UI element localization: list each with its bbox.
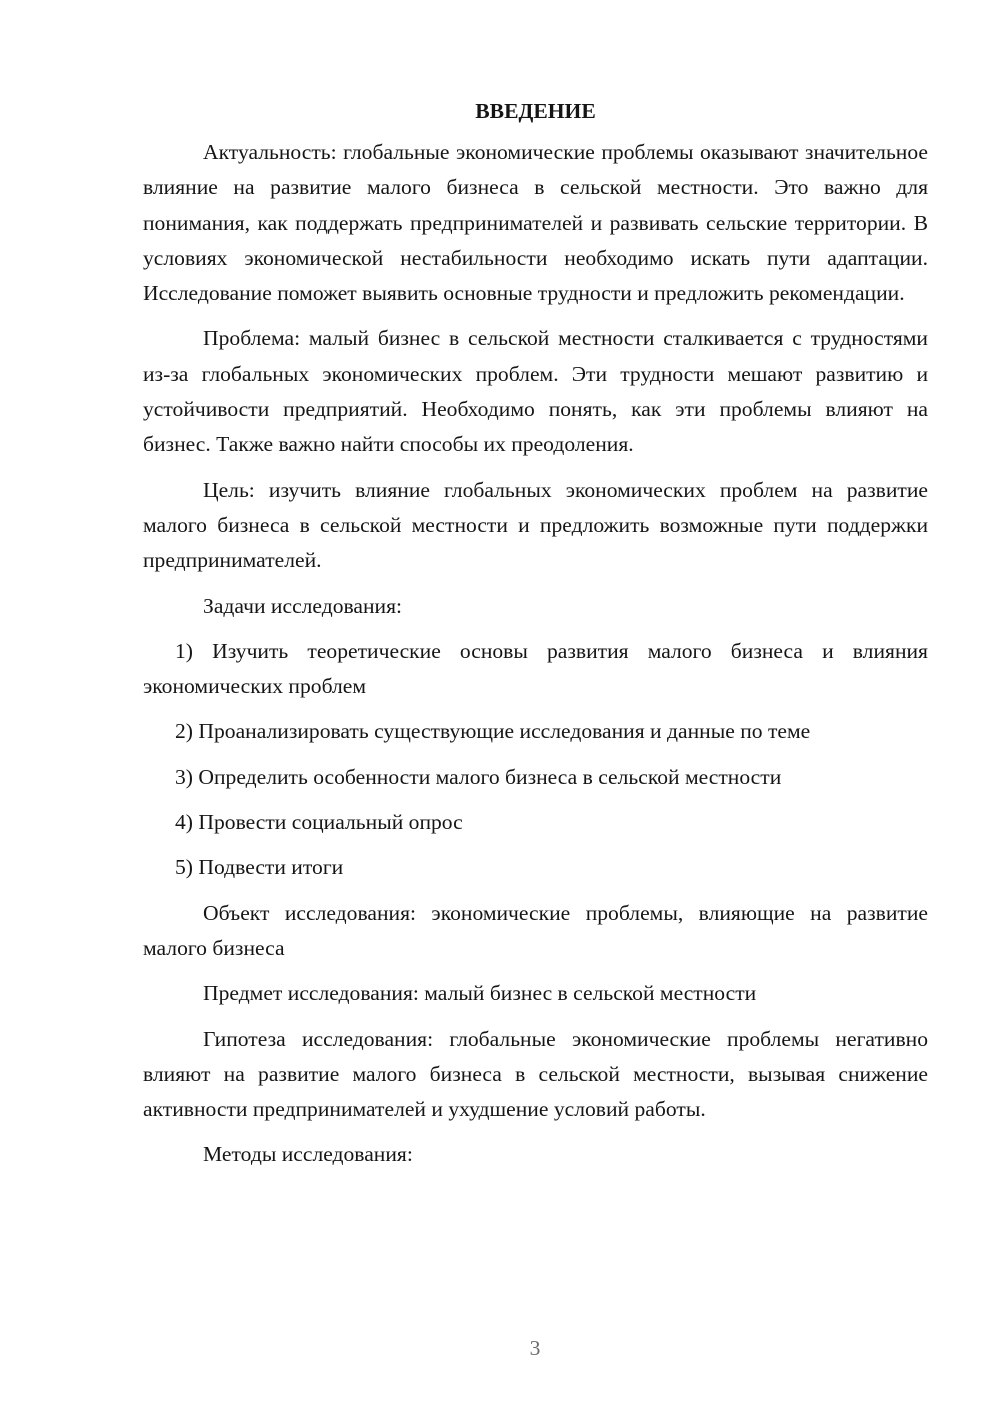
paragraph-subject: Предмет исследования: малый бизнес в сельской местности	[203, 981, 757, 1006]
page-number: 3	[529, 1336, 541, 1360]
methods-heading: Методы исследования:	[203, 1142, 413, 1167]
list-item-task-1: 1) Изучить теоретические основы развития малого бизнеса и влияния экономических проблем	[143, 638, 928, 699]
list-item-task-4: 4) Провести социальный опрос	[175, 810, 463, 835]
page-title: ВВЕДЕНИЕ	[475, 99, 596, 123]
list-item-task-3: 3) Определить особенности малого бизнеса в сельской местности	[175, 764, 782, 789]
paragraph-relevance: Актуальность: глобальные экономические проблемы оказывают значительное влияние на развитие малого бизнеса в сельской местности. Это важно для понимания, как поддержать предпринимателей и развивать сельские территории. В условиях экономической нестабильности необходимо искать пути адаптации. Исследование поможет выявить основные трудности и предложить рекомендации.	[143, 140, 928, 306]
list-item-task-5: 5) Подвести итоги	[175, 855, 344, 880]
paragraph-problem: Проблема: малый бизнес в сельской местности сталкивается с трудностями из-за глобальных экономических проблем. Эти трудности мешают развитию и устойчивости предприятий. Необходимо понять, как эти проблемы влияют на бизнес. Также важно найти способы их преодоления.	[143, 326, 928, 457]
list-item-task-2: 2) Проанализировать существующие исследования и данные по теме	[175, 719, 811, 744]
paragraph-goal: Цель: изучить влияние глобальных экономических проблем на развитие малого бизнеса в сельской местности и предложить возможные пути поддержки предпринимателей.	[143, 477, 928, 573]
tasks-heading: Задачи исследования:	[203, 593, 403, 618]
document-page	[143, 97, 928, 1183]
paragraph-object: Объект исследования: экономические проблемы, влияющие на развитие малого бизнеса	[143, 900, 928, 960]
paragraph-hypothesis: Гипотеза исследования: глобальные экономические проблемы негативно влияют на развитие малого бизнеса в сельской местности, вызывая снижение активности предпринимателей и ухудшение условий работы.	[143, 1026, 928, 1122]
